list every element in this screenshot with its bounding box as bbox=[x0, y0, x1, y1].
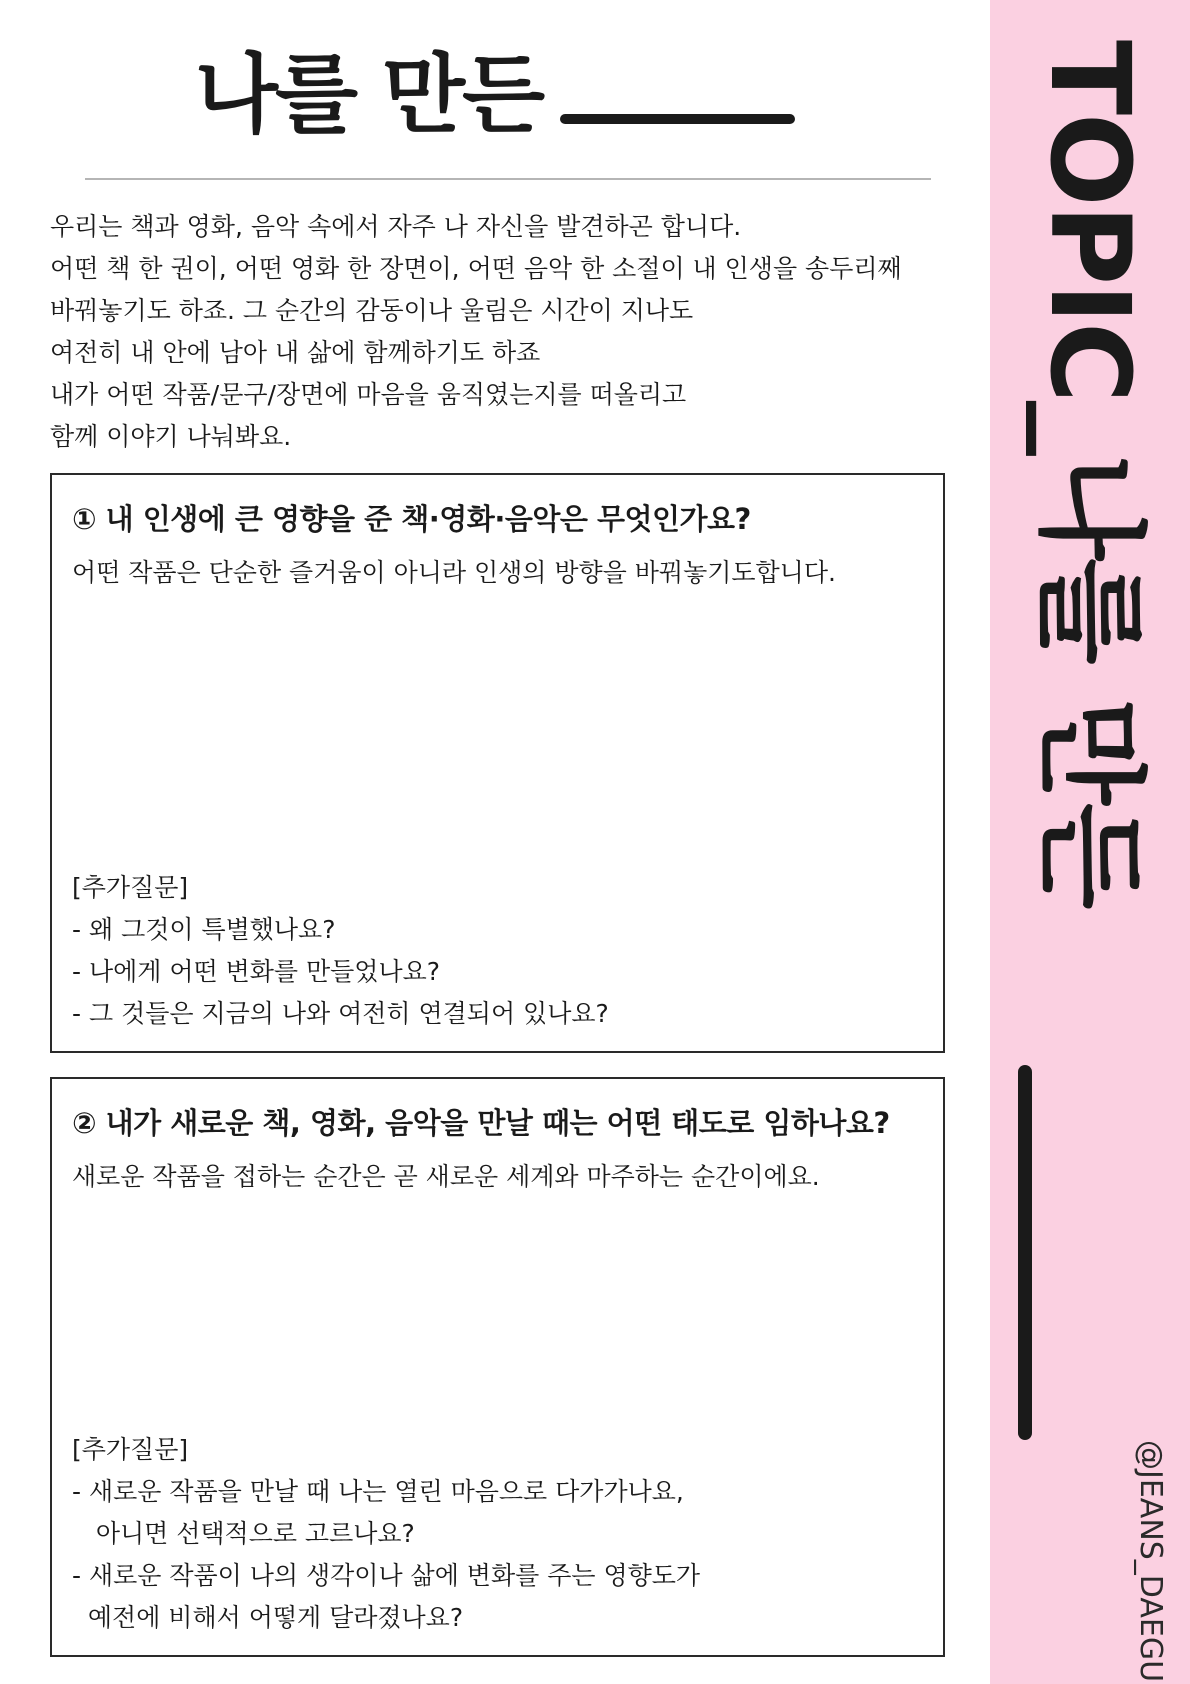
question-heading: ② 내가 새로운 책, 영화, 음악을 만날 때는 어떤 태도로 임하나요? bbox=[72, 1106, 890, 1140]
followup-line: [추가질문] bbox=[72, 1435, 189, 1464]
question-heading: ① 내 인생에 큰 영향을 준 책·영화·음악은 무엇인가요? bbox=[72, 502, 751, 536]
topic-label: TOPIC_나를 만든 bbox=[1026, 40, 1154, 908]
followup-line: 아니면 선택적으로 고르나요? bbox=[72, 1519, 415, 1548]
question-box-2 bbox=[50, 1077, 945, 1657]
topic-sidebar bbox=[990, 0, 1190, 1684]
handle-container bbox=[1133, 1440, 1190, 1683]
followup-line: [추가질문] bbox=[72, 873, 189, 902]
intro-line: 내가 어떤 작품/문구/장면에 마음을 움직였는지를 떠올리고 bbox=[50, 380, 687, 409]
followup-line: 예전에 비해서 어떻게 달라졌나요? bbox=[72, 1603, 464, 1632]
followup-line: - 나에게 어떤 변화를 만들었나요? bbox=[72, 957, 441, 986]
followup-line: - 왜 그것이 특별했나요? bbox=[72, 915, 336, 944]
sns-handle: @JEANS_DAEGU bbox=[1133, 1440, 1168, 1683]
page-title-text: 나를 만든 bbox=[194, 45, 543, 145]
intro-text bbox=[50, 206, 950, 458]
question-box-1 bbox=[50, 473, 945, 1053]
followup-questions bbox=[72, 867, 609, 1035]
followup-line: - 새로운 작품이 나의 생각이나 삶에 변화를 주는 영향도가 bbox=[72, 1561, 701, 1590]
question-subtitle: 새로운 작품을 접하는 순간은 곧 새로운 세계와 마주하는 순간이에요. bbox=[72, 1162, 820, 1191]
page-title bbox=[0, 40, 990, 150]
followup-line: - 그 것들은 지금의 나와 여전히 연결되어 있나요? bbox=[72, 999, 609, 1028]
followup-questions bbox=[72, 1429, 700, 1639]
intro-line: 바꿔놓기도 하죠. 그 순간의 감동이나 울림은 시간이 지나도 bbox=[50, 296, 694, 325]
question-subtitle: 어떤 작품은 단순한 즐거움이 아니라 인생의 방향을 바꿔놓기도합니다. bbox=[72, 558, 836, 587]
intro-line: 여전히 내 안에 남아 내 삶에 함께하기도 하죠 bbox=[50, 338, 541, 367]
intro-line: 우리는 책과 영화, 음악 속에서 자주 나 자신을 발견하곤 합니다. bbox=[50, 212, 742, 241]
title-divider bbox=[85, 178, 931, 180]
followup-line: - 새로운 작품을 만날 때 나는 열린 마음으로 다가가나요, bbox=[72, 1477, 684, 1506]
title-blank-line bbox=[560, 114, 795, 124]
intro-line: 함께 이야기 나눠봐요. bbox=[50, 422, 292, 451]
topic-blank-line bbox=[1018, 1065, 1032, 1440]
intro-line: 어떤 책 한 권이, 어떤 영화 한 장면이, 어떤 음악 한 소절이 내 인생을 송두리째 bbox=[50, 254, 902, 283]
